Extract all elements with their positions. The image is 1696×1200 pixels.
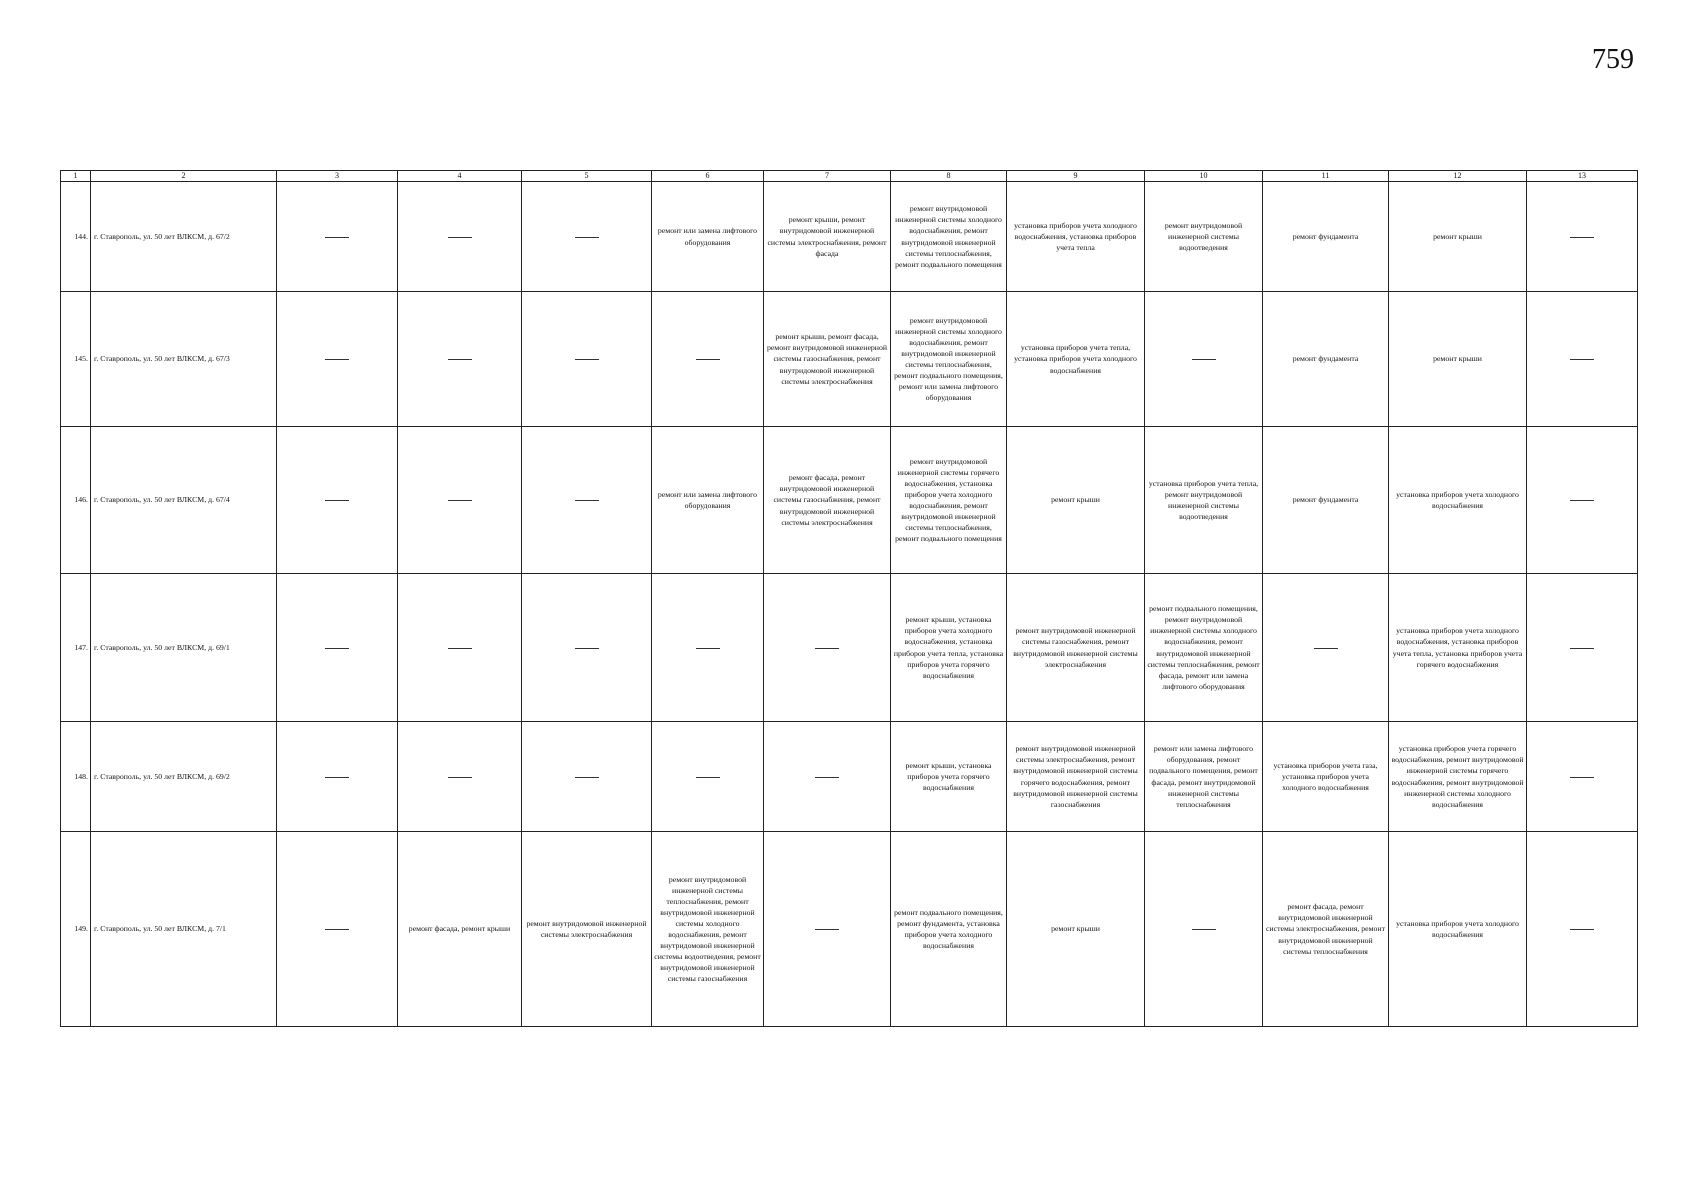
work-cell: ремонт внутридомовой инженерной системы холодного водоснабжения, ремонт внутридомовой инженерной системы теплоснабжения, ремонт подвального помещения xyxy=(891,182,1007,292)
work-cell xyxy=(277,832,398,1027)
work-cell xyxy=(1527,574,1638,722)
work-cell xyxy=(1527,722,1638,832)
column-number: 3 xyxy=(277,171,398,182)
work-cell: ремонт внутридомовой инженерной системы газоснабжения, ремонт внутридомовой инженерной системы электроснабжения xyxy=(1007,574,1145,722)
empty-dash xyxy=(1570,648,1594,649)
work-cell: ремонт подвального помещения, ремонт внутридомовой инженерной системы холодного водоснабжения, ремонт внутридомовой инженерной системы теплоснабжения, ремонт фасада, ремонт или замена лифтового оборудования xyxy=(1145,574,1263,722)
empty-dash xyxy=(575,648,599,649)
work-cell: ремонт крыши xyxy=(1389,292,1527,427)
empty-dash xyxy=(1570,500,1594,501)
work-cell: ремонт или замена лифтового оборудования xyxy=(652,182,764,292)
work-cell xyxy=(652,722,764,832)
work-cell xyxy=(522,427,652,574)
work-cell: установка приборов учета холодного водоснабжения xyxy=(1389,832,1527,1027)
empty-dash xyxy=(325,929,349,930)
empty-dash xyxy=(575,500,599,501)
work-cell: ремонт внутридомовой инженерной системы электроснабжения, ремонт внутридомовой инженерной системы горячего водоснабжения, ремонт внутридомовой инженерной системы газоснабжения xyxy=(1007,722,1145,832)
work-cell xyxy=(1145,292,1263,427)
work-cell: ремонт внутридомовой инженерной системы теплоснабжения, ремонт внутридомовой инженерной системы холодного водоснабжения, ремонт внутридомовой инженерной системы водоотведения, ремонт внутридомовой инженерной системы газоснабжения xyxy=(652,832,764,1027)
empty-dash xyxy=(575,777,599,778)
work-cell xyxy=(1263,574,1389,722)
address-cell: г. Ставрополь, ул. 50 лет ВЛКСМ, д. 67/4 xyxy=(91,427,277,574)
empty-dash xyxy=(575,359,599,360)
work-cell: ремонт внутридомовой инженерной системы водоотведения xyxy=(1145,182,1263,292)
work-cell xyxy=(398,574,522,722)
empty-dash xyxy=(575,237,599,238)
empty-dash xyxy=(696,359,720,360)
work-cell xyxy=(764,722,891,832)
work-cell: ремонт фундамента xyxy=(1263,427,1389,574)
table-row xyxy=(61,574,1638,722)
row-number: 145. xyxy=(61,292,91,427)
work-cell xyxy=(398,427,522,574)
work-cell: установка приборов учета газа, установка приборов учета холодного водоснабжения xyxy=(1263,722,1389,832)
row-number: 149. xyxy=(61,832,91,1027)
empty-dash xyxy=(448,359,472,360)
empty-dash xyxy=(1570,359,1594,360)
work-cell: ремонт внутридомовой инженерной системы электроснабжения xyxy=(522,832,652,1027)
work-cell xyxy=(1527,182,1638,292)
work-cell: установка приборов учета холодного водоснабжения xyxy=(1389,427,1527,574)
table-row xyxy=(61,722,1638,832)
work-cell: ремонт крыши xyxy=(1389,182,1527,292)
column-number: 13 xyxy=(1527,171,1638,182)
empty-dash xyxy=(325,500,349,501)
table-row xyxy=(61,832,1638,1027)
column-number-row xyxy=(61,171,1638,182)
work-cell xyxy=(1527,427,1638,574)
address-cell: г. Ставрополь, ул. 50 лет ВЛКСМ, д. 7/1 xyxy=(91,832,277,1027)
work-cell: установка приборов учета тепла, ремонт внутридомовой инженерной системы водоотведения xyxy=(1145,427,1263,574)
empty-dash xyxy=(815,929,839,930)
work-cell: ремонт крыши, ремонт внутридомовой инженерной системы электроснабжения, ремонт фасада xyxy=(764,182,891,292)
row-number: 148. xyxy=(61,722,91,832)
empty-dash xyxy=(815,648,839,649)
empty-dash xyxy=(1570,929,1594,930)
empty-dash xyxy=(448,500,472,501)
page-number: 759 xyxy=(1592,44,1634,75)
work-cell xyxy=(277,574,398,722)
work-cell xyxy=(1527,292,1638,427)
empty-dash xyxy=(696,777,720,778)
empty-dash xyxy=(448,777,472,778)
empty-dash xyxy=(815,777,839,778)
work-cell xyxy=(398,182,522,292)
work-cell: ремонт внутридомовой инженерной системы холодного водоснабжения, ремонт внутридомовой инженерной системы теплоснабжения, ремонт подвального помещения, ремонт или замена лифтового оборудования xyxy=(891,292,1007,427)
empty-dash xyxy=(325,777,349,778)
empty-dash xyxy=(448,237,472,238)
work-cell: ремонт или замена лифтового оборудования xyxy=(652,427,764,574)
work-cell: установка приборов учета тепла, установка приборов учета холодного водоснабжения xyxy=(1007,292,1145,427)
work-cell xyxy=(522,182,652,292)
work-cell: ремонт или замена лифтового оборудования, ремонт подвального помещения, ремонт фасада, ремонт внутридомовой инженерной системы теплоснабжения xyxy=(1145,722,1263,832)
work-cell: установка приборов учета холодного водоснабжения, установка приборов учета тепла xyxy=(1007,182,1145,292)
row-number: 144. xyxy=(61,182,91,292)
work-cell xyxy=(277,427,398,574)
row-number: 146. xyxy=(61,427,91,574)
table-row xyxy=(61,292,1638,427)
empty-dash xyxy=(325,237,349,238)
column-number: 7 xyxy=(764,171,891,182)
work-cell: ремонт крыши, установка приборов учета холодного водоснабжения, установка приборов учета тепла, установка приборов учета горячего водоснабжения xyxy=(891,574,1007,722)
work-cell xyxy=(764,574,891,722)
empty-dash xyxy=(1314,648,1338,649)
work-cell: ремонт крыши xyxy=(1007,832,1145,1027)
work-cell: ремонт фасада, ремонт внутридомовой инженерной системы электроснабжения, ремонт внутридомовой инженерной системы теплоснабжения xyxy=(1263,832,1389,1027)
work-cell xyxy=(398,292,522,427)
repair-schedule-table xyxy=(60,170,1638,1027)
empty-dash xyxy=(1570,777,1594,778)
work-cell xyxy=(522,574,652,722)
work-cell: ремонт подвального помещения, ремонт фундамента, установка приборов учета холодного водоснабжения xyxy=(891,832,1007,1027)
work-cell xyxy=(277,722,398,832)
work-cell xyxy=(398,722,522,832)
empty-dash xyxy=(325,648,349,649)
row-number: 147. xyxy=(61,574,91,722)
table-row xyxy=(61,427,1638,574)
empty-dash xyxy=(448,648,472,649)
work-cell: ремонт фасада, ремонт внутридомовой инженерной системы газоснабжения, ремонт внутридомовой инженерной системы электроснабжения xyxy=(764,427,891,574)
empty-dash xyxy=(1570,237,1594,238)
work-cell xyxy=(277,292,398,427)
empty-dash xyxy=(1192,929,1216,930)
empty-dash xyxy=(1192,359,1216,360)
work-cell xyxy=(522,722,652,832)
work-cell: ремонт фундамента xyxy=(1263,292,1389,427)
work-cell xyxy=(1145,832,1263,1027)
column-number: 10 xyxy=(1145,171,1263,182)
address-cell: г. Ставрополь, ул. 50 лет ВЛКСМ, д. 67/3 xyxy=(91,292,277,427)
column-number: 4 xyxy=(398,171,522,182)
work-cell xyxy=(652,292,764,427)
work-cell: установка приборов учета холодного водоснабжения, установка приборов учета тепла, установка приборов учета горячего водоснабжения xyxy=(1389,574,1527,722)
column-number: 11 xyxy=(1263,171,1389,182)
column-number: 5 xyxy=(522,171,652,182)
work-cell: ремонт фундамента xyxy=(1263,182,1389,292)
work-cell: ремонт крыши xyxy=(1007,427,1145,574)
empty-dash xyxy=(696,648,720,649)
work-cell: ремонт фасада, ремонт крыши xyxy=(398,832,522,1027)
work-cell xyxy=(652,574,764,722)
empty-dash xyxy=(325,359,349,360)
work-cell xyxy=(277,182,398,292)
work-cell xyxy=(522,292,652,427)
column-number: 2 xyxy=(91,171,277,182)
table-row xyxy=(61,182,1638,292)
address-cell: г. Ставрополь, ул. 50 лет ВЛКСМ, д. 67/2 xyxy=(91,182,277,292)
column-number: 12 xyxy=(1389,171,1527,182)
work-cell: ремонт внутридомовой инженерной системы горячего водоснабжения, установка приборов учета холодного водоснабжения, ремонт внутридомовой инженерной системы теплоснабжения, ремонт подвального помещения xyxy=(891,427,1007,574)
work-cell xyxy=(1527,832,1638,1027)
address-cell: г. Ставрополь, ул. 50 лет ВЛКСМ, д. 69/2 xyxy=(91,722,277,832)
work-cell: ремонт крыши, ремонт фасада, ремонт внутридомовой инженерной системы газоснабжения, ремонт внутридомовой инженерной системы электроснабжения xyxy=(764,292,891,427)
column-number: 9 xyxy=(1007,171,1145,182)
work-cell: ремонт крыши, установка приборов учета горячего водоснабжения xyxy=(891,722,1007,832)
column-number: 8 xyxy=(891,171,1007,182)
column-number: 6 xyxy=(652,171,764,182)
address-cell: г. Ставрополь, ул. 50 лет ВЛКСМ, д. 69/1 xyxy=(91,574,277,722)
column-number: 1 xyxy=(61,171,91,182)
work-cell xyxy=(764,832,891,1027)
work-cell: установка приборов учета горячего водоснабжения, ремонт внутридомовой инженерной системы горячего водоснабжения, ремонт внутридомовой инженерной системы холодного водоснабжения xyxy=(1389,722,1527,832)
